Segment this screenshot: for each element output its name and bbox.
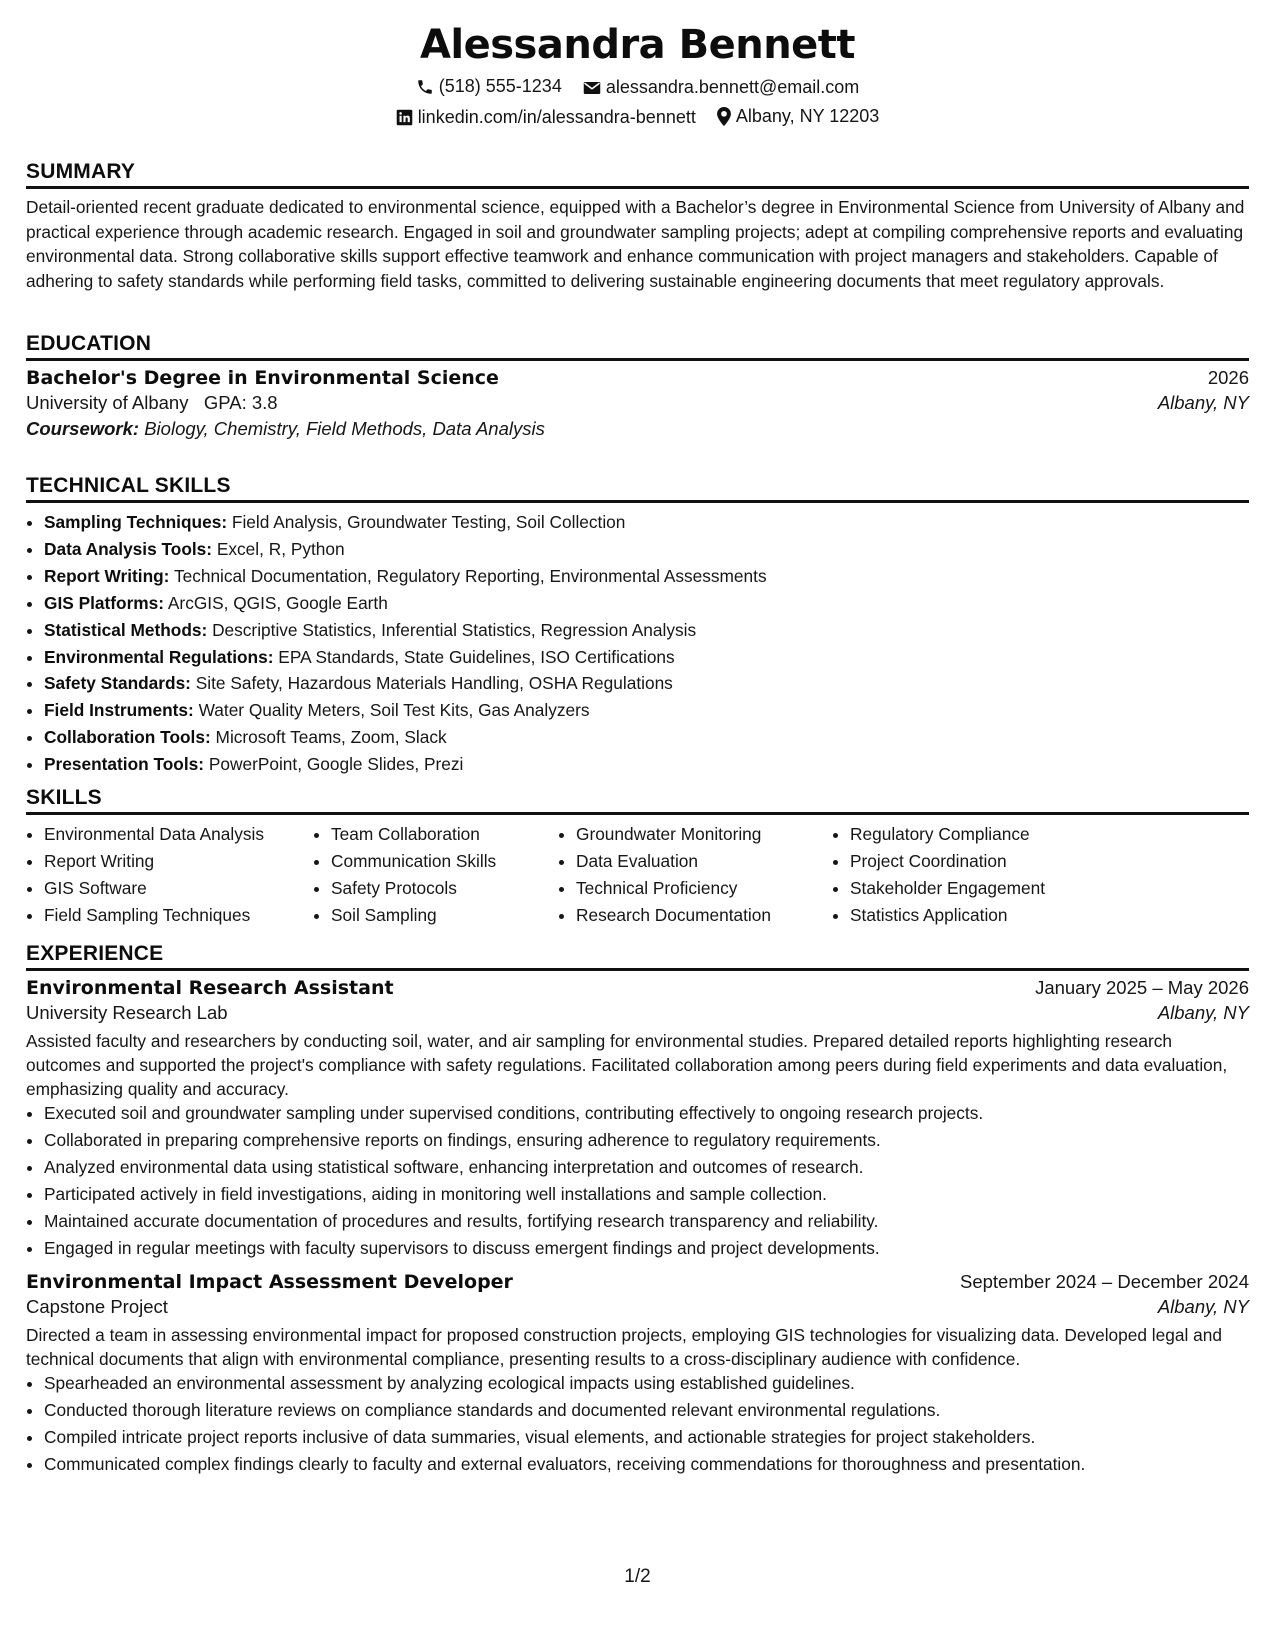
job-bullet: • Collaborated in preparing comprehensive reports on findings, ensuring adherence to regulatory requirements. (44, 1127, 1249, 1154)
technical-skill-item (44, 670, 1249, 697)
job-organization: Capstone Project (26, 1296, 168, 1318)
location-contact (717, 106, 879, 127)
technical-skill-item (44, 724, 1249, 751)
gpa: GPA: 3.8 (203, 392, 278, 413)
location-text: Albany, NY 12203 (735, 106, 880, 126)
education-section (26, 332, 1249, 440)
skill-values: Excel, R, Python (216, 538, 345, 559)
page-number: 1/2 (624, 1566, 651, 1587)
job-bullet: • Communicated complex findings clearly to faculty and external evaluators, receiving commendations for thoroughness and presentation. (44, 1451, 1249, 1478)
skill-item: • Soil Sampling (331, 902, 558, 929)
job-bullet: • Analyzed environmental data using statistical software, enhancing interpretation and outcomes of research. (44, 1154, 1249, 1181)
skill-values: Water Quality Meters, Soil Test Kits, Gas Analyzers (198, 700, 590, 721)
job-location: Albany, NY (1157, 1002, 1249, 1023)
job-org-row (26, 1296, 1249, 1318)
job-bullet: • Maintained accurate documentation of procedures and results, fortifying research transparency and reliability. (44, 1208, 1249, 1235)
skill-item: • Project Coordination (850, 848, 1110, 875)
technical-skills-section (26, 474, 1249, 778)
linkedin-contact[interactable] (396, 107, 696, 128)
email-address[interactable]: alessandra.bennett@email.com (605, 77, 860, 97)
job-description: Directed a team in assessing environmental impact for proposed construction projects, employing GIS technologies for visualizing data. Developed legal and technical documents that align with environmental compliance, presenting results to a cross-disciplinary audience with confidence. (26, 1325, 1222, 1370)
job-bullet: • Participated actively in field investigations, aiding in monitoring well installations and sample collection. (44, 1181, 1249, 1208)
skills-section (26, 786, 1249, 929)
candidate-name: Alessandra Bennett (419, 22, 856, 68)
coursework-label: Coursework: (26, 418, 140, 439)
summary-heading: SUMMARY (26, 160, 1249, 189)
skill-category: Presentation Tools: (44, 754, 205, 775)
experience-heading: EXPERIENCE (26, 942, 1249, 971)
skill-item: • GIS Software (44, 875, 313, 902)
technical-skill-item (44, 590, 1249, 617)
linkedin-icon (396, 109, 413, 126)
skill-item: • Groundwater Monitoring (576, 821, 832, 848)
skill-values: Technical Documentation, Regulatory Reporting, Environmental Assessments (173, 565, 767, 586)
skills-heading: SKILLS (26, 786, 1249, 815)
skill-item: • Stakeholder Engagement (850, 875, 1110, 902)
summary-section (26, 160, 1249, 293)
contact-line-1 (0, 76, 1275, 101)
skill-values: PowerPoint, Google Slides, Prezi (208, 754, 464, 775)
job-bullet: • Compiled intricate project reports inclusive of data summaries, visual elements, and actionable strategies for project stakeholders. (44, 1424, 1249, 1451)
skill-category: Safety Standards: (44, 673, 191, 694)
skill-item: • Safety Protocols (331, 875, 558, 902)
technical-skill-item (44, 509, 1249, 536)
job-title: Environmental Impact Assessment Developer (26, 1271, 513, 1294)
job-org-row (26, 1002, 1249, 1024)
skill-item: • Statistics Application (850, 902, 1110, 929)
phone-icon (416, 78, 434, 96)
education-heading: EDUCATION (26, 332, 1249, 361)
skill-category: Collaboration Tools: (44, 727, 211, 748)
degree-title: Bachelor's Degree in Environmental Science (26, 367, 499, 389)
skill-item: • Field Sampling Techniques (44, 902, 313, 929)
technical-skill-item (44, 563, 1249, 590)
technical-skill-item (44, 617, 1249, 644)
phone-contact (416, 76, 562, 97)
skills-grid (26, 821, 1249, 929)
school-location: Albany, NY (1157, 392, 1249, 413)
job-entry (26, 1271, 1249, 1478)
skill-category: Statistical Methods: (44, 619, 208, 640)
job-organization: University Research Lab (26, 1002, 228, 1023)
phone-number: (518) 555-1234 (438, 76, 562, 96)
experience-section (26, 942, 1249, 1478)
skill-item: • Environmental Data Analysis (44, 821, 313, 848)
graduation-year: 2026 (1207, 367, 1249, 388)
job-entry (26, 977, 1249, 1261)
skill-values: Microsoft Teams, Zoom, Slack (215, 727, 447, 748)
education-degree-row (26, 367, 1249, 389)
skill-values: ArcGIS, QGIS, Google Earth (167, 592, 388, 613)
job-location: Albany, NY (1157, 1296, 1249, 1318)
job-bullet: • Conducted thorough literature reviews on compliance standards and documented relevant environmental regulations. (44, 1397, 1249, 1424)
skill-values: Site Safety, Hazardous Materials Handling, OSHA Regulations (195, 673, 673, 694)
technical-skill-item (44, 697, 1249, 724)
job-bullet: • Engaged in regular meetings with faculty supervisors to discuss emergent findings and project developments. (44, 1235, 1249, 1262)
coursework-list: Biology, Chemistry, Field Methods, Data Analysis (144, 418, 545, 439)
job-bullet: • Executed soil and groundwater sampling under supervised conditions, contributing effectively to ongoing research projects. (44, 1100, 1249, 1127)
technical-skills-heading: TECHNICAL SKILLS (26, 474, 1249, 503)
skill-values: Field Analysis, Groundwater Testing, Soil Collection (231, 512, 626, 532)
skill-category: Field Instruments: (44, 700, 194, 721)
job-dates: January 2025 – May 2026 (1035, 977, 1249, 998)
skill-item: • Communication Skills (331, 848, 558, 875)
skill-category: GIS Platforms: (44, 592, 165, 613)
job-bullets (26, 1370, 1249, 1478)
school-name: University of Albany (26, 392, 189, 413)
skills-column (313, 821, 558, 929)
email-contact[interactable] (583, 77, 859, 98)
skill-category: Report Writing: (44, 565, 170, 586)
skill-values: EPA Standards, State Guidelines, ISO Certifications (278, 646, 675, 667)
job-title: Environmental Research Assistant (26, 977, 394, 999)
skill-values: Descriptive Statistics, Inferential Statistics, Regression Analysis (212, 619, 697, 640)
technical-skills-list (26, 509, 1249, 778)
skills-column (558, 821, 832, 929)
linkedin-url[interactable]: linkedin.com/in/alessandra-bennett (417, 107, 696, 127)
summary-text: Detail-oriented recent graduate dedicated to environmental science, equipped with a Bachelor’s degree in Environmental Science from University of Albany and practical experience through academic research. Engaged in soil and groundwater sampling projects; adept at compiling comprehensive reports and evaluating environmental data. Strong collaborative skills support effective teamwork and enhance communication with project managers and stakeholders. Capable of adhering to safety standards while performing field tasks, committed to delivering sustainable engineering documents that meet regulatory approvals. (26, 197, 1245, 291)
coursework-line (26, 418, 1249, 440)
contact-line-2 (0, 106, 1275, 131)
skill-item: • Data Evaluation (576, 848, 832, 875)
technical-skill-item (44, 536, 1249, 563)
technical-skill-item (44, 751, 1249, 778)
job-bullets (26, 1100, 1249, 1261)
skill-category: Data Analysis Tools: (44, 538, 213, 559)
technical-skill-item (44, 644, 1249, 671)
skills-column (26, 821, 313, 929)
map-pin-icon (717, 107, 731, 126)
skill-category: Sampling Techniques: (44, 512, 228, 532)
job-title-row (26, 977, 1249, 999)
job-bullet: • Spearheaded an environmental assessment by analyzing ecological impacts using established guidelines. (44, 1370, 1249, 1397)
envelope-icon (583, 80, 601, 96)
skill-item: • Technical Proficiency (576, 875, 832, 902)
job-dates: September 2024 – December 2024 (960, 1271, 1249, 1293)
education-school-row (26, 392, 1249, 414)
skill-item: • Research Documentation (576, 902, 832, 929)
school-info (26, 392, 278, 414)
skill-item: • Regulatory Compliance (850, 821, 1110, 848)
skill-item: • Report Writing (44, 848, 313, 875)
job-description: Assisted faculty and researchers by conducting soil, water, and air sampling for environmental studies. Prepared detailed reports highlighting research outcomes and supported the project's compliance with safety regulations. Facilitated collaboration among peers during field experiments and data evaluation, emphasizing quality and accuracy. (26, 1031, 1228, 1099)
skill-category: Environmental Regulations: (44, 646, 274, 667)
job-title-row (26, 1271, 1249, 1293)
skill-item: • Team Collaboration (331, 821, 558, 848)
skills-column (832, 821, 1110, 929)
